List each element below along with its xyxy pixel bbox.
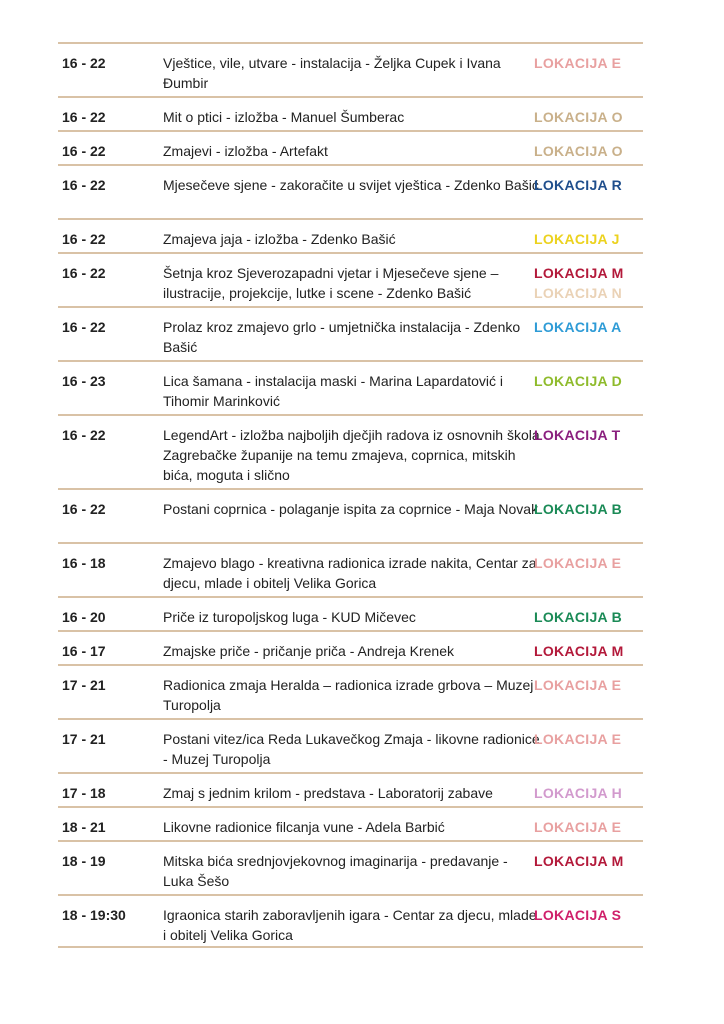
event-location [534, 553, 634, 573]
location-label: LOKACIJA O [534, 109, 623, 125]
schedule-row [58, 218, 643, 252]
event-location [534, 229, 634, 249]
event-time: 16 - 22 [62, 231, 106, 247]
event-description: Mitska bića srednjovjekovnog imaginarija - predavanje - Luka Šešo [163, 853, 508, 889]
event-time: 17 - 18 [62, 785, 106, 801]
location-label: LOKACIJA B [534, 609, 623, 625]
event-time: 16 - 22 [62, 427, 106, 443]
location-label: LOKACIJA E [534, 819, 622, 835]
event-location [534, 851, 634, 871]
event-description: Vještice, vile, utvare - instalacija - Željka Cupek i Ivana Đumbir [163, 55, 501, 91]
event-description: Zmajevi - izložba - Artefakt [163, 143, 328, 159]
location-label: LOKACIJA E [534, 731, 622, 747]
location-label: LOKACIJA E [534, 555, 622, 571]
location-label: LOKACIJA A [534, 319, 622, 335]
event-description: Zmajevo blago - kreativna radionica izrade nakita, Centar za djecu, mlade i obitelj Velika Gorica [163, 555, 537, 591]
event-location [534, 783, 634, 803]
event-description: Šetnja kroz Sjeverozapadni vjetar i Mjesečeve sjene – ilustracije, projekcije, lutke i scene - Zdenko Bašić [163, 265, 499, 301]
schedule-row [58, 542, 643, 596]
event-description: Lica šamana - instalacija maski - Marina Lapardatović i Tihomir Marinković [163, 373, 504, 409]
event-time: 16 - 22 [62, 177, 106, 193]
event-time: 16 - 22 [62, 265, 106, 281]
schedule-row [58, 130, 643, 164]
schedule-row [58, 252, 643, 306]
event-description: Prolaz kroz zmajevo grlo - umjetnička instalacija - Zdenko Bašić [163, 319, 521, 355]
event-description: Priče iz turopoljskog luga - KUD Mičevec [163, 609, 416, 625]
event-time: 16 - 22 [62, 109, 106, 125]
event-location [534, 141, 634, 161]
location-label: LOKACIJA N [534, 285, 623, 301]
event-time: 16 - 22 [62, 319, 106, 335]
event-location [534, 317, 634, 337]
event-time: 16 - 18 [62, 555, 106, 571]
event-location [534, 175, 634, 195]
location-label: LOKACIJA S [534, 907, 622, 923]
location-label: LOKACIJA M [534, 643, 624, 659]
schedule-table [58, 42, 643, 948]
event-description: Likovne radionice filcanja vune - Adela Barbić [163, 819, 445, 835]
event-time: 18 - 19 [62, 853, 106, 869]
schedule-row [58, 894, 643, 948]
schedule-row [58, 772, 643, 806]
schedule-row [58, 414, 643, 488]
schedule-row [58, 718, 643, 772]
event-description: Mjesečeve sjene - zakoračite u svijet vještica - Zdenko Bašić [163, 177, 539, 193]
event-time: 17 - 21 [62, 731, 106, 747]
schedule-row [58, 164, 643, 218]
event-description: Mit o ptici - izložba - Manuel Šumberac [163, 109, 405, 125]
location-label: LOKACIJA E [534, 55, 622, 71]
event-location [534, 817, 634, 837]
location-label: LOKACIJA O [534, 143, 623, 159]
schedule-row [58, 806, 643, 840]
event-location [534, 729, 634, 749]
location-label: LOKACIJA M [534, 853, 624, 869]
event-location [534, 425, 634, 445]
event-time: 16 - 20 [62, 609, 106, 625]
location-label: LOKACIJA D [534, 373, 623, 389]
event-location [534, 905, 634, 925]
event-description: Zmajske priče - pričanje priča - Andreja Krenek [163, 643, 455, 659]
event-location [534, 371, 634, 391]
event-time: 18 - 19:30 [62, 907, 126, 923]
event-location [534, 607, 634, 627]
location-label: LOKACIJA J [534, 231, 620, 247]
event-description: Postani vitez/ica Reda Lukavečkog Zmaja - likovne radionice - Muzej Turopolja [163, 731, 540, 767]
schedule-row [58, 360, 643, 414]
event-time: 16 - 22 [62, 501, 106, 517]
schedule-row [58, 42, 643, 96]
event-description: LegendArt - izložba najboljih dječjih radova iz osnovnih škola Zagrebačke županije na temu zmajeva, coprnica, mitskih bića, moguta i slično [163, 427, 540, 483]
schedule-row [58, 488, 643, 542]
event-location [534, 675, 634, 695]
event-description: Postani coprnica - polaganje ispita za coprnice - Maja Novak [163, 501, 539, 517]
event-location [534, 499, 634, 519]
schedule-row [58, 840, 643, 894]
location-label: LOKACIJA T [534, 427, 621, 443]
event-description: Igraonica starih zaboravljenih igara - Centar za djecu, mlade i obitelj Velika Gorica [163, 907, 537, 943]
location-label: LOKACIJA H [534, 785, 623, 801]
event-time: 18 - 21 [62, 819, 106, 835]
event-time: 16 - 17 [62, 643, 106, 659]
schedule-row [58, 306, 643, 360]
schedule-row [58, 596, 643, 630]
location-label: LOKACIJA M [534, 265, 624, 281]
event-description: Zmajeva jaja - izložba - Zdenko Bašić [163, 231, 396, 247]
event-time: 16 - 22 [62, 143, 106, 159]
event-time: 17 - 21 [62, 677, 106, 693]
schedule-row [58, 664, 643, 718]
event-description: Zmaj s jednim krilom - predstava - Laboratorij zabave [163, 785, 493, 801]
event-time: 16 - 23 [62, 373, 106, 389]
event-location [534, 107, 634, 127]
event-description: Radionica zmaja Heralda – radionica izrade grbova – Muzej Turopolja [163, 677, 534, 713]
event-time: 16 - 22 [62, 55, 106, 71]
location-label: LOKACIJA B [534, 501, 623, 517]
event-location [534, 263, 634, 303]
location-label: LOKACIJA E [534, 677, 622, 693]
event-location [534, 641, 634, 661]
schedule-row [58, 96, 643, 130]
location-label: LOKACIJA R [534, 177, 623, 193]
event-location [534, 53, 634, 73]
schedule-row [58, 630, 643, 664]
